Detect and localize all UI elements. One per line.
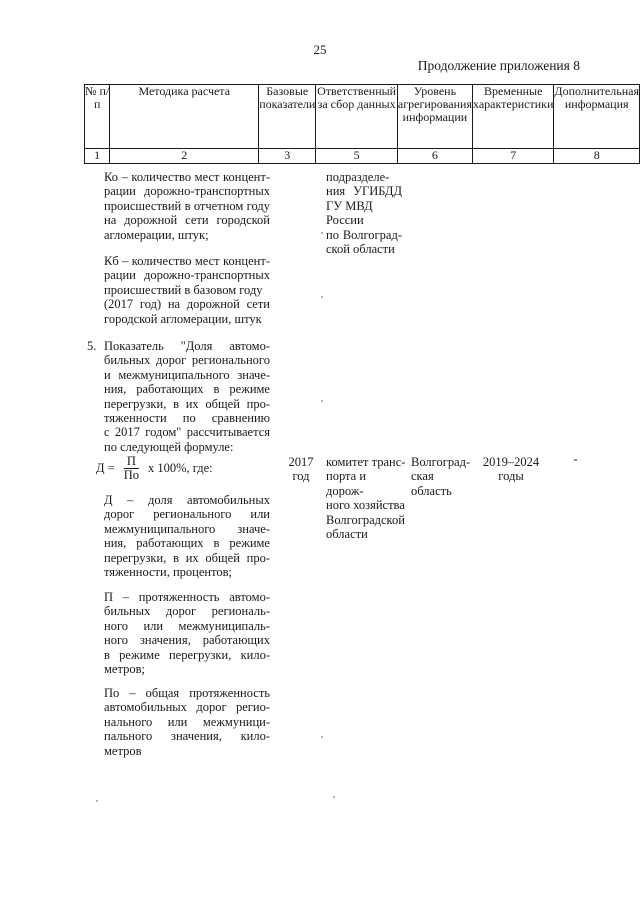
text-line: год [292, 469, 310, 484]
text-line: в режиме перегрузки, кило- [104, 647, 270, 662]
d-definition [104, 493, 270, 579]
text-line: Показатель "Доля автомо- [104, 339, 270, 353]
text-line: ного хозяйства [326, 498, 405, 513]
col-number-7: 7 [472, 149, 553, 164]
col-number-2: 2 [110, 149, 259, 164]
text-line: ния, работающих в режиме [104, 536, 270, 551]
level-row5 [411, 455, 477, 498]
scan-speck [321, 400, 323, 402]
col-header-base: Базовые показатели [259, 85, 316, 149]
text-line: с 2017 годом" рассчитывается [104, 425, 270, 440]
col-number-1: 1 [85, 149, 110, 164]
formula-denominator: По [123, 468, 139, 482]
text-line: ской области [326, 242, 395, 257]
responsible-continued [326, 170, 402, 256]
text-line: комитет транс- [326, 455, 406, 469]
formula-fraction [121, 455, 142, 482]
text-line: годы [498, 469, 524, 484]
text-line: Д – доля автомобильных [104, 493, 270, 507]
formula [96, 455, 213, 482]
col-header-time: Временные характеристики [472, 85, 553, 149]
text-line: тяженности по сравнению [104, 411, 270, 426]
text-line: области [326, 527, 368, 542]
text-line: ного значения, работающих [104, 633, 270, 648]
col-header-extra: Дополнительная информация [554, 85, 640, 149]
text-line: ния УГИБДД [326, 184, 402, 199]
text-line: городской агломерации, штук [104, 311, 262, 326]
base-value [280, 455, 322, 484]
text-line: пального значения, кило- [104, 729, 270, 744]
text-line: тяженности, процентов; [104, 565, 232, 580]
text-line: подразделе- [326, 170, 390, 184]
text-line: Кб – количество мест концент- [104, 254, 270, 268]
scan-speck [96, 800, 98, 802]
text-line: ния, работающих в режиме [104, 382, 270, 397]
formula-rhs: х 100%, где: [147, 461, 213, 475]
text-line: ного или межмуниципаль- [104, 618, 270, 633]
text-line: перегрузки, в их общей про- [104, 550, 270, 565]
col-number-5: 5 [316, 149, 398, 164]
text-line: метров; [104, 662, 145, 677]
text-line: Волгоград- [411, 455, 471, 469]
text-line: П – протяженность автомо- [104, 590, 270, 604]
scan-speck [333, 796, 335, 798]
table-header [84, 84, 640, 164]
text-line: бильных дорог регионального [104, 353, 270, 368]
text-line: ГУ МВД России [326, 198, 373, 228]
text-line: рации дорожно-транспортных [104, 268, 270, 283]
text-line: (2017 год) на дорожной сети [104, 297, 270, 312]
text-line: межмуниципального значе- [104, 521, 270, 536]
ko-definition [104, 170, 270, 242]
col-number-6: 6 [397, 149, 472, 164]
col-number-8: 8 [554, 149, 640, 164]
formula-lhs: Д = [96, 461, 115, 475]
p-definition [104, 590, 270, 676]
text-line: 2019–2024 [482, 455, 540, 469]
text-line: происшествий в базовом году [104, 282, 263, 297]
kb-definition [104, 254, 270, 326]
responsible-row5 [326, 455, 406, 541]
text-line: происшествий в отчетном году [104, 198, 270, 213]
text-line: агломерации, штук; [104, 227, 209, 242]
item-number: 5. [87, 339, 97, 353]
text-line: Ко – количество мест концент- [104, 170, 270, 184]
text-line: автомобильных дорог регио- [104, 700, 270, 715]
text-line: порта и дорож- [326, 469, 367, 498]
text-line: метров [104, 743, 142, 758]
scan-speck [321, 736, 323, 738]
text-line: по следующей формуле: [104, 439, 234, 454]
formula-numerator: П [124, 455, 139, 469]
item5-description [104, 339, 270, 454]
text-line: По – общая протяженность [104, 686, 270, 700]
text-line: на дорожной сети городской [104, 213, 270, 228]
text-line: и межмуниципального значе- [104, 367, 270, 382]
col-header-level: Уровень агрегирования информации [397, 85, 472, 149]
text-line: по Волгоград- [326, 227, 402, 242]
col-number-3: 3 [259, 149, 316, 164]
page-number: 25 [313, 42, 327, 57]
text-line: Волгоградской [326, 512, 405, 527]
po-definition [104, 686, 270, 758]
text-line: нального или межмуници- [104, 714, 270, 729]
text-line: 2017 [288, 455, 314, 469]
scan-speck [321, 296, 323, 298]
continuation-label: Продолжение приложения 8 [417, 58, 580, 73]
scan-speck [321, 232, 323, 234]
time-row5 [478, 455, 544, 484]
extra-row5: - [573, 452, 578, 466]
col-header-responsible: Ответственный за сбор данных [316, 85, 398, 149]
col-header-number: № п/п [85, 85, 110, 149]
col-header-method: Методика расчета [110, 85, 259, 149]
text-line: рации дорожно-транспортных [104, 184, 270, 199]
text-line: перегрузки, в их общей про- [104, 396, 270, 411]
text-line: ская область [411, 469, 452, 498]
text-line: дорог регионального или [104, 507, 270, 522]
text-line: бильных дорог региональ- [104, 604, 270, 619]
